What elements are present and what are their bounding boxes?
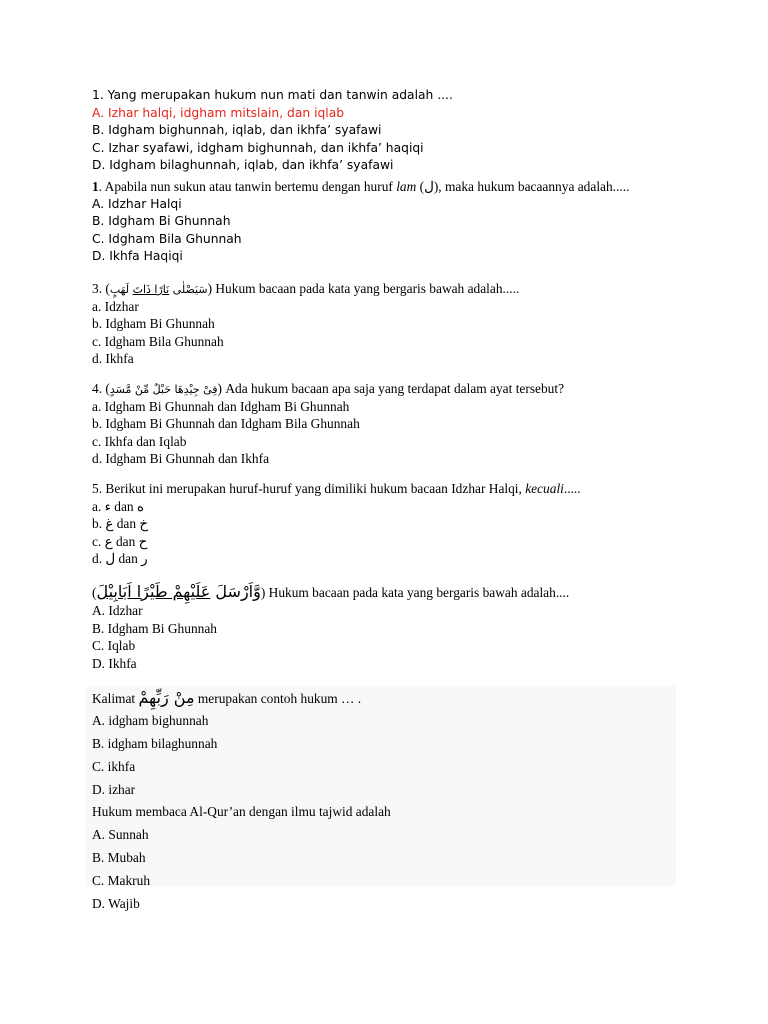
question-3-question: ) Hukum bacaan pada kata yang bergaris bawah adalah..... — [207, 281, 520, 296]
question-7-question: merupakan contoh hukum … . — [194, 691, 362, 706]
question-2-number: 1 — [92, 179, 99, 194]
question-2-text — [92, 178, 629, 196]
question-5-text — [92, 480, 581, 498]
question-2-text-part-2: (ل), maka hukum bacaannya adalah..... — [416, 179, 630, 194]
question-8-option-c: C. Makruh — [92, 872, 151, 888]
question-7-arabic-phrase: مِنْ رَبِّهِمْ — [138, 688, 195, 707]
question-8 — [92, 801, 391, 915]
question-1-option-d: D. Idgham bilaghunnah, iqlab, dan ikhfa’ syafawi — [92, 158, 394, 173]
question-3-arabic-before: سَيَصْلٰى — [169, 283, 208, 296]
question-4-arabic-verse: فِىْ جِيْدِهَا حَبْلٌ مِّنْ مَّسَدٍ — [109, 383, 218, 396]
question-5-text-italic: kecuali — [525, 481, 564, 496]
question-5-text-part-1: 5. Berikut ini merupakan huruf-huruf yang dimiliki hukum bacaan Idzhar Halqi, — [92, 481, 526, 496]
question-6-option-b: B. Idgham Bi Ghunnah — [92, 620, 217, 636]
question-7-option-b: B. idgham bilaghunnah — [92, 735, 218, 751]
question-2-option-a: A. Idzhar Halqi — [92, 196, 182, 211]
question-6-text — [92, 582, 569, 602]
question-7-option-a: A. idgham bighunnah — [92, 712, 209, 728]
question-3-option-a: a. Idzhar — [92, 298, 139, 314]
question-6-prefix: ( — [92, 585, 97, 600]
question-7-option-d: D. izhar — [92, 781, 136, 797]
question-3 — [92, 280, 519, 368]
question-1-option-c: C. Izhar syafawi, idgham bighunnah, dan ikhfa’ haqiqi — [92, 140, 424, 155]
question-7-option-c: C. ikhfa — [92, 758, 136, 774]
question-5-option-b: b. غ dan خ — [92, 516, 149, 532]
question-3-option-d: d. Ikhfa — [92, 351, 134, 367]
question-4 — [92, 380, 564, 468]
question-6 — [92, 582, 569, 672]
question-5-option-d: d. ل dan ر — [92, 551, 148, 567]
question-1 — [92, 87, 453, 175]
question-1-option-b: B. Idgham bighunnah, iqlab, dan ikhfa’ syafawi — [92, 123, 382, 138]
question-7-text — [92, 687, 361, 710]
question-2-text-italic: lam — [396, 179, 417, 194]
question-1-option-a-correct: A. Izhar halqi, idgham mitslain, dan iqlab — [92, 105, 345, 120]
question-8-text: Hukum membaca Al-Qur’an dengan ilmu tajwid adalah — [92, 804, 391, 819]
question-4-text — [92, 380, 564, 398]
question-7-prefix: Kalimat — [92, 691, 139, 706]
question-3-option-c: c. Idgham Bila Ghunnah — [92, 333, 224, 349]
question-3-text — [92, 280, 519, 298]
question-5 — [92, 480, 581, 568]
question-6-question: ) Hukum bacaan pada kata yang bergaris bawah adalah.... — [260, 585, 570, 600]
question-6-arabic-verse — [96, 582, 260, 601]
question-3-arabic-underlined: نَارًا ذَاتَ — [132, 283, 170, 296]
question-5-option-a: a. ء dan ه — [92, 498, 144, 514]
question-6-arabic-underlined: عَلَيْهِمْ طَيْرًا اَبَابِيْلَ — [96, 582, 211, 601]
question-4-option-b: b. Idgham Bi Ghunnah dan Idgham Bila Ghunnah — [92, 416, 360, 432]
question-3-arabic-verse — [110, 283, 208, 296]
question-2-option-b: B. Idgham Bi Ghunnah — [92, 214, 231, 229]
question-3-arabic-after: لَهَبٍ — [109, 283, 133, 296]
question-2-text-part-1: . Apabila nun sukun atau tanwin bertemu dengan huruf — [98, 179, 397, 194]
question-3-prefix: 3. ( — [92, 281, 110, 296]
question-3-option-b: b. Idgham Bi Ghunnah — [92, 316, 215, 332]
question-4-question: ) Ada hukum bacaan apa saja yang terdapat dalam ayat tersebut? — [217, 381, 565, 396]
question-8-option-b: B. Mubah — [92, 849, 146, 865]
question-5-option-c: c. ع dan ح — [92, 533, 148, 549]
question-1-text: 1. Yang merupakan hukum nun mati dan tanwin adalah .... — [92, 88, 453, 102]
question-2-option-d: D. Ikhfa Haqiqi — [92, 249, 183, 264]
question-6-option-a: A. Idzhar — [92, 603, 143, 618]
question-2 — [92, 178, 629, 266]
question-4-prefix: 4. ( — [92, 381, 110, 396]
question-4-option-a: a. Idgham Bi Ghunnah dan Idgham Bi Ghunnah — [92, 398, 350, 414]
question-8-option-d: D. Wajib — [92, 895, 140, 911]
question-2-option-c: C. Idgham Bila Ghunnah — [92, 231, 242, 246]
question-7 — [92, 687, 361, 801]
question-5-text-part-2: ..... — [563, 481, 581, 496]
question-6-arabic-before: وَّاَرْسَلَ — [210, 582, 261, 601]
question-6-option-c: C. Iqlab — [92, 638, 136, 654]
question-8-option-a: A. Sunnah — [92, 826, 149, 842]
question-6-option-d: D. Ikhfa — [92, 655, 137, 671]
question-4-option-c: c. Ikhfa dan Iqlab — [92, 433, 187, 449]
question-4-option-d: d. Idgham Bi Ghunnah dan Ikhfa — [92, 451, 270, 467]
